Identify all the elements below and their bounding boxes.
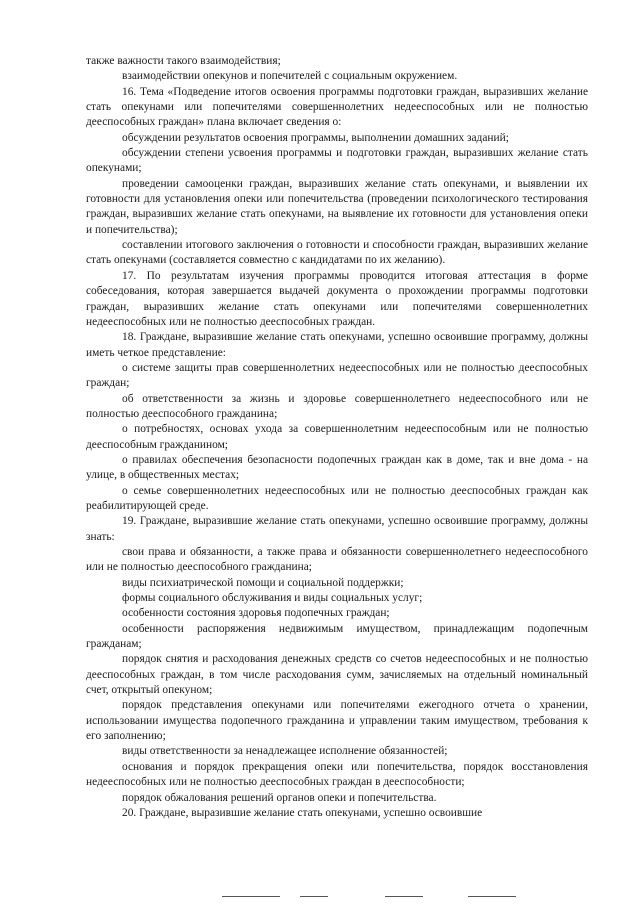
footer-scan-marks — [0, 896, 640, 900]
paragraph: о семье совершеннолетних недееспособных или не полностью дееспособных граждан как реабилитирующей среде. — [86, 484, 588, 512]
paragraph: обсуждении степени усвоения программы и подготовки граждан, выразивших желание стать опекунами; — [86, 147, 588, 175]
paragraph: обсуждении результатов освоения программы, выполнении домашних заданий; — [122, 131, 509, 144]
paragraph: 19. Граждане, выразившие желание стать опекунами, успешно освоившие программу, должны знать: — [86, 515, 588, 543]
paragraph: о потребностях, основах ухода за совершеннолетним недееспособным или не полностью дееспособным гражданином; — [86, 423, 588, 451]
paragraph: 17. По результатам изучения программы проводится итоговая аттестация в форме собеседования, которая завершается выдачей документа о прохождении программы подготовки граждан, выразивших желание стать опекунами или попечителями совершеннолетних недееспособных или не полностью дееспособных граждан. — [86, 269, 588, 328]
paragraph: особенности состояния здоровья подопечных граждан; — [122, 607, 390, 620]
paragraph: особенности распоряжения недвижимым имуществом, принадлежащим подопечным гражданам; — [86, 622, 588, 651]
paragraph: составлении итогового заключения о готовности и способности граждан, выразивших желание стать опекунами (составляется совместно с кандидатами по их желанию). — [86, 239, 588, 267]
document-body — [86, 54, 588, 821]
paragraph: порядок снятия и расходования денежных средств со счетов недееспособных и не полностью дееспособных граждан, в том числе расходования сумм, зачисляемых на отдельный номинальный счет, открытый опекуном; — [86, 653, 588, 697]
paragraph: 18. Граждане, выразившие желание стать опекунами, успешно освоившие программу, должны иметь четкое представление: — [86, 331, 588, 359]
paragraph: о системе защиты прав совершеннолетних недееспособных или не полностью дееспособных граждан; — [86, 361, 588, 390]
paragraph: об ответственности за жизнь и здоровье совершеннолетнего недееспособного или не полностью дееспособного гражданина; — [86, 392, 588, 420]
paragraph: свои права и обязанности, а также права и обязанности совершеннолетнего недееспособного или не полностью дееспособного гражданина; — [86, 546, 588, 574]
paragraph: виды психиатрической помощи и социальной поддержки; — [122, 576, 404, 589]
paragraph: порядок представления опекунами или попечителями ежегодного отчета о хранении, использовании имущества подопечного гражданина и управлении таким имуществом, требования к его заполнению; — [86, 699, 588, 743]
paragraph: 20. Граждане, выразившие желание стать опекунами, успешно освоившие — [122, 806, 483, 819]
paragraph: проведении самооценки граждан, выразивших желание стать опекунами, и выявлении их готовности для установления опеки или попечительства (проведении психологического тестирования граждан, выразивших желание стать опекунами, на выявление их готовности для установления опеки и попечительства); — [86, 177, 588, 236]
paragraph: виды ответственности за ненадлежащее исполнение обязанностей; — [122, 745, 448, 758]
paragraph: взаимодействии опекунов и попечителей с социальным окружением. — [122, 70, 458, 83]
paragraph: основания и порядок прекращения опеки или попечительства, порядок восстановления недееспособных или не полностью дееспособных граждан в дееспособности; — [86, 760, 588, 789]
paragraph: формы социального обслуживания и виды социальных услуг; — [122, 592, 423, 605]
paragraph: 16. Тема «Подведение итогов освоения программы подготовки граждан, выразивших желание стать опекунами или попечителями совершеннолетних недееспособных или не полностью дееспособных граждан» плана включает сведения о: — [86, 85, 588, 129]
paragraph: порядок обжалования решений органов опеки и попечительства. — [122, 791, 437, 804]
paragraph: о правилах обеспечения безопасности подопечных граждан как в доме, так и вне дома - на улице, в общественных местах; — [86, 453, 588, 482]
paragraph: также важности такого взаимодействия; — [86, 55, 281, 67]
